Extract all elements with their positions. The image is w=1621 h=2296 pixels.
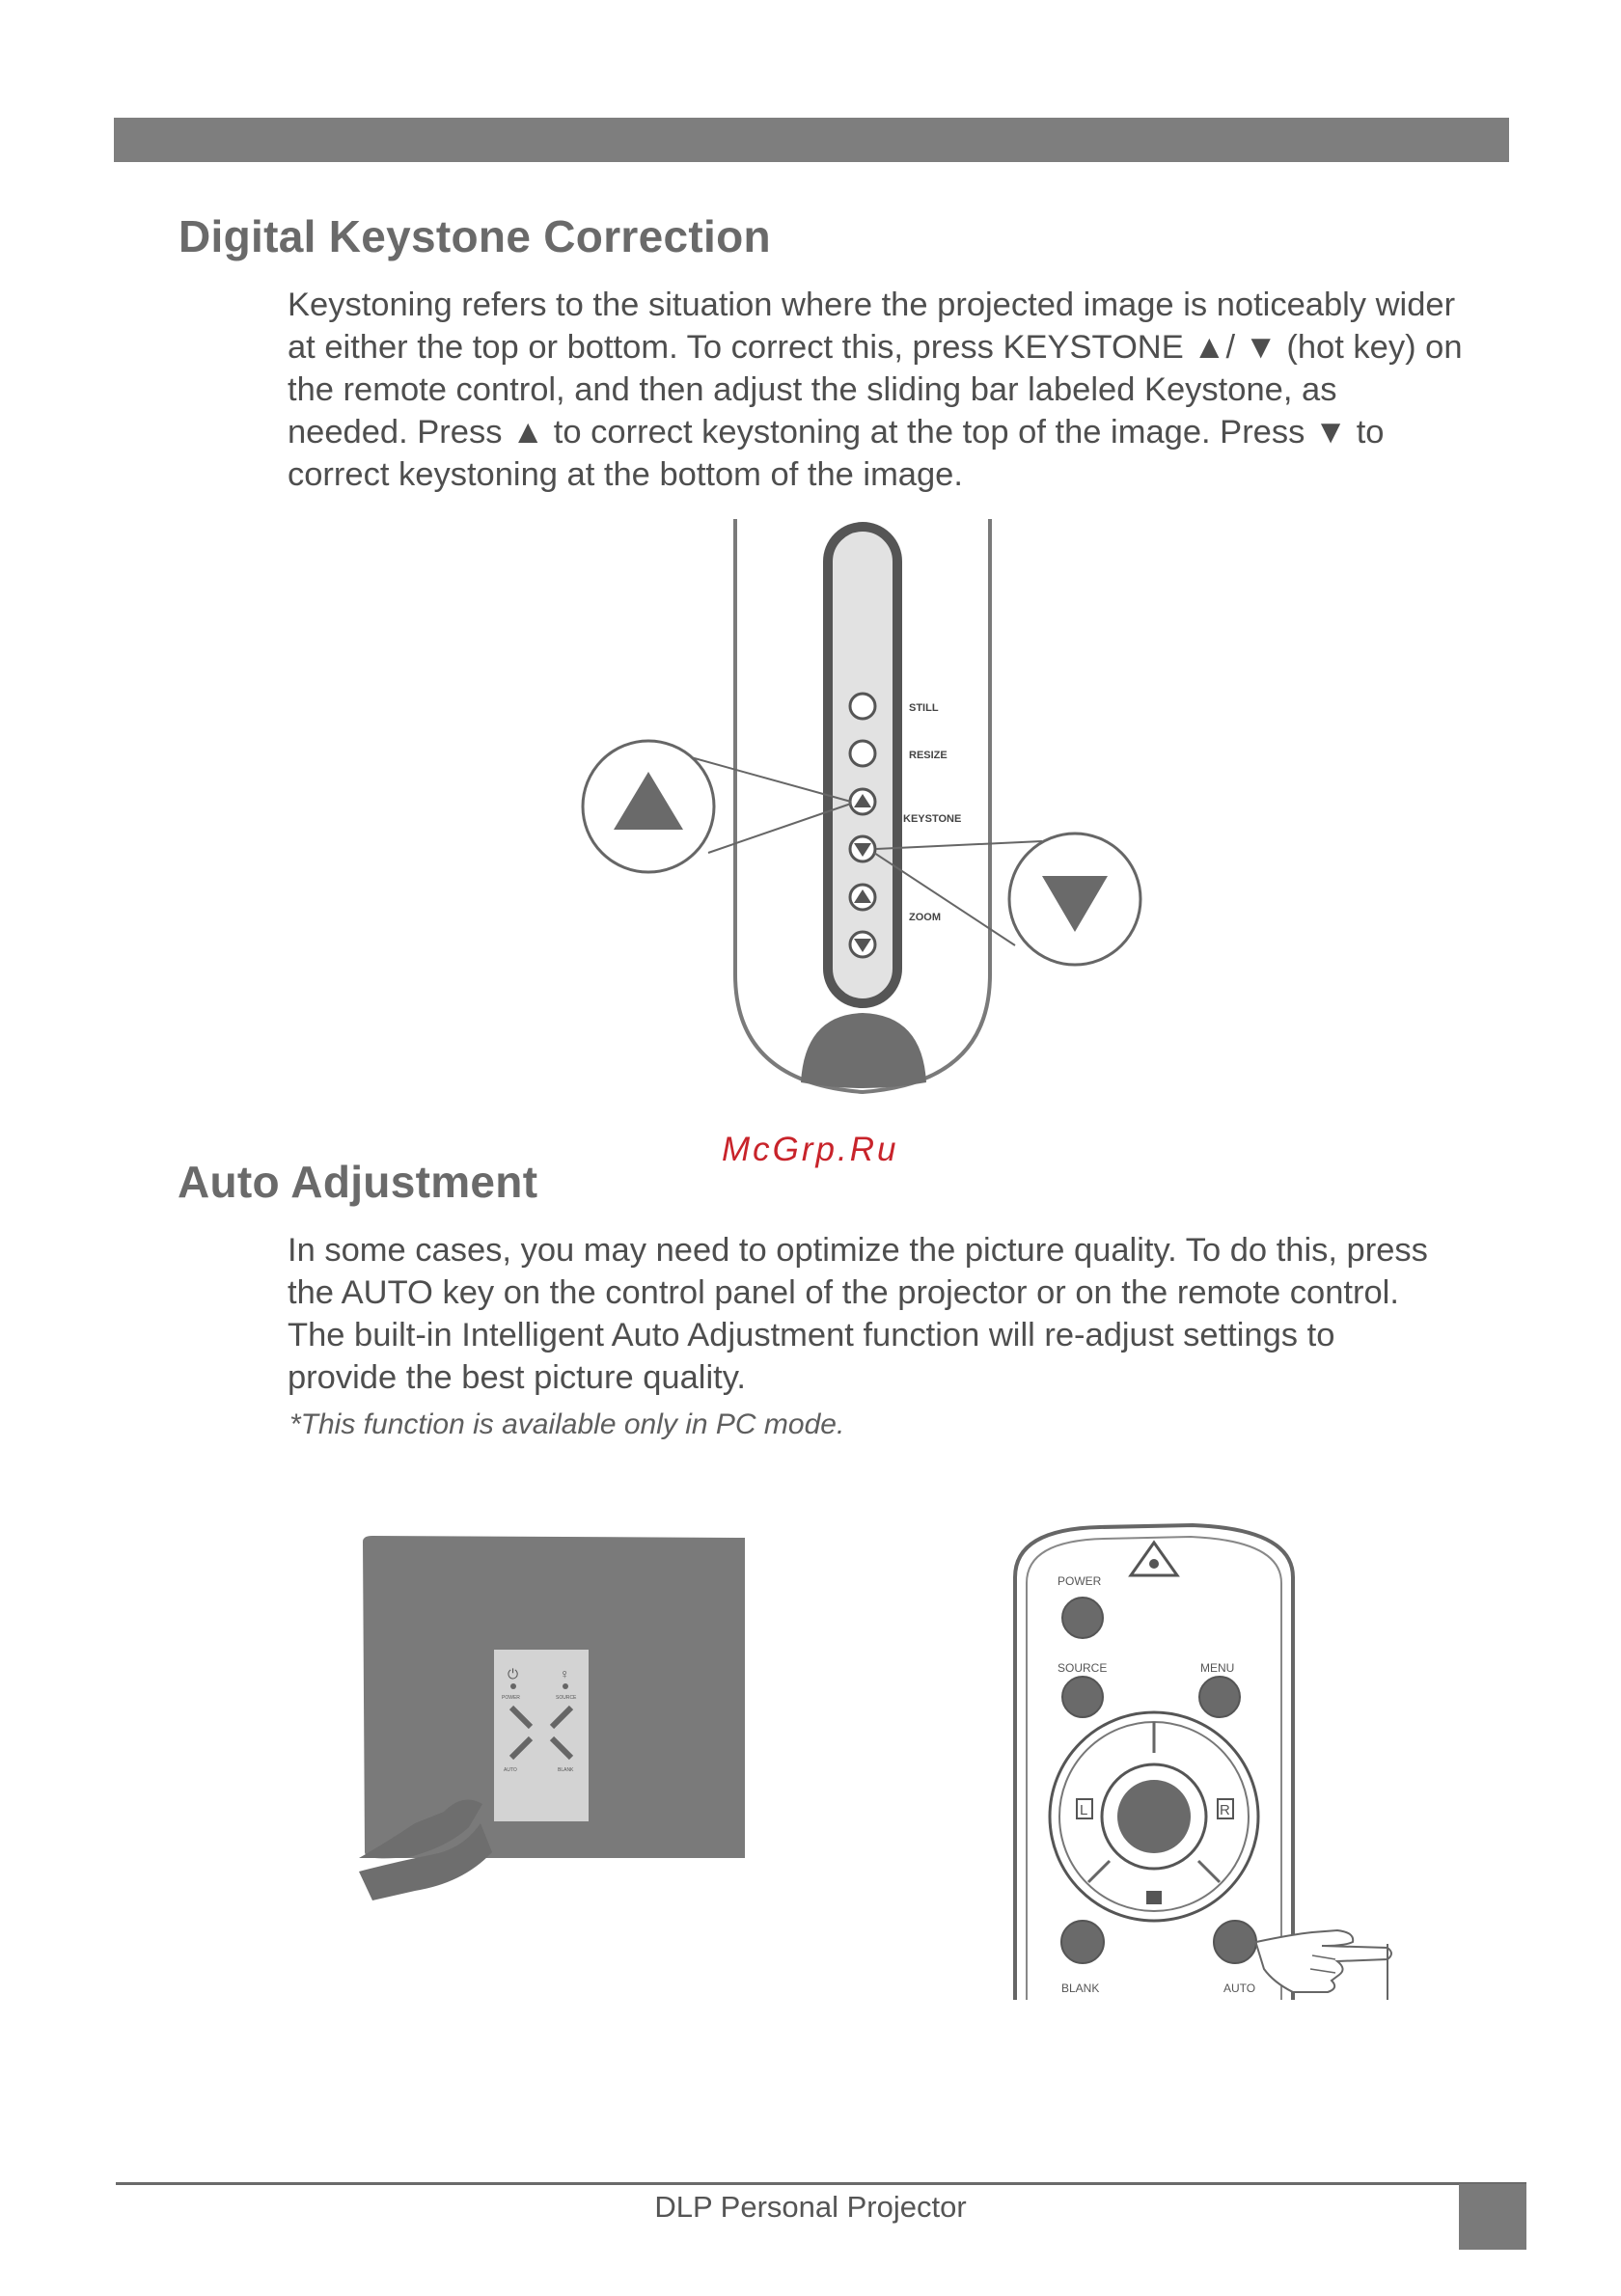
auto-button[interactable]	[1214, 1921, 1256, 1963]
laser-warning-symbol	[1149, 1559, 1159, 1569]
resize-label: RESIZE	[909, 750, 948, 761]
keystone-line-3: the remote control, and then adjust the sliding bar labeled Keystone, as	[288, 371, 1337, 408]
blank-key-label: BLANK	[558, 1767, 574, 1773]
source-button[interactable]	[1062, 1677, 1103, 1717]
pc-mode-note: *This function is available only in PC mode.	[289, 1408, 845, 1440]
source-button-label: SOURCE	[1058, 1661, 1108, 1675]
blank-button-label: BLANK	[1061, 1982, 1100, 1995]
remote-control-illustration	[1003, 1519, 1447, 2002]
right-button-label[interactable]: R	[1220, 1802, 1230, 1818]
resize-button	[850, 741, 875, 766]
still-button	[850, 694, 875, 719]
projector-control-panel-illustration	[357, 1534, 753, 1920]
projector-foot	[801, 1013, 926, 1088]
section-title-keystone: Digital Keystone Correction	[179, 211, 771, 261]
lamp-led	[563, 1683, 568, 1689]
auto-key-label: AUTO	[504, 1767, 517, 1773]
power-key-label: POWER	[502, 1695, 520, 1701]
enter-button[interactable]	[1117, 1780, 1191, 1853]
keystone-line-2: at either the top or bottom. To correct this, press KEYSTONE ▲/ ▼ (hot key) on	[288, 329, 1463, 366]
auto-line-1: In some cases, you may need to optimize the picture quality. To do this, press	[288, 1232, 1428, 1269]
auto-button-label: AUTO	[1223, 1982, 1256, 1995]
blank-button[interactable]	[1061, 1921, 1104, 1963]
keystone-line-5: correct keystoning at the bottom of the image.	[288, 456, 963, 493]
footer-page-box	[1459, 2184, 1526, 2250]
auto-line-4: provide the best picture quality.	[288, 1359, 746, 1396]
still-label: STILL	[909, 702, 939, 714]
source-key-label: SOURCE	[556, 1695, 577, 1701]
power-led	[510, 1683, 516, 1689]
lamp-icon: ♀	[560, 1666, 570, 1681]
down-button-icon[interactable]	[1146, 1891, 1162, 1904]
keystone-label: KEYSTONE	[903, 813, 962, 825]
pointing-hand-icon	[1256, 1930, 1391, 1992]
zoom-label: ZOOM	[909, 912, 941, 923]
menu-button[interactable]	[1199, 1677, 1240, 1717]
power-button-label: POWER	[1058, 1574, 1102, 1588]
watermark: McGrp.Ru	[722, 1131, 899, 1168]
auto-line-2: the AUTO key on the control panel of the projector or on the remote control.	[288, 1274, 1399, 1311]
section-title-auto: Auto Adjustment	[178, 1157, 538, 1207]
keystone-line-4: needed. Press ▲ to correct keystoning at the top of the image. Press ▼ to	[288, 414, 1385, 451]
power-button[interactable]	[1062, 1598, 1103, 1638]
header-bar	[114, 118, 1509, 162]
keystone-line-1: Keystoning refers to the situation where the projected image is noticeably wider	[288, 287, 1456, 323]
power-icon: ⏻	[508, 1666, 519, 1681]
menu-button-label: MENU	[1200, 1661, 1235, 1675]
footer-divider	[116, 2182, 1526, 2185]
keystone-panel-illustration	[569, 511, 1168, 1109]
left-button-label[interactable]: L	[1080, 1802, 1088, 1818]
footer-title: DLP Personal Projector	[654, 2190, 967, 2224]
auto-line-3: The built-in Intelligent Auto Adjustment function will re-adjust settings to	[288, 1317, 1335, 1353]
